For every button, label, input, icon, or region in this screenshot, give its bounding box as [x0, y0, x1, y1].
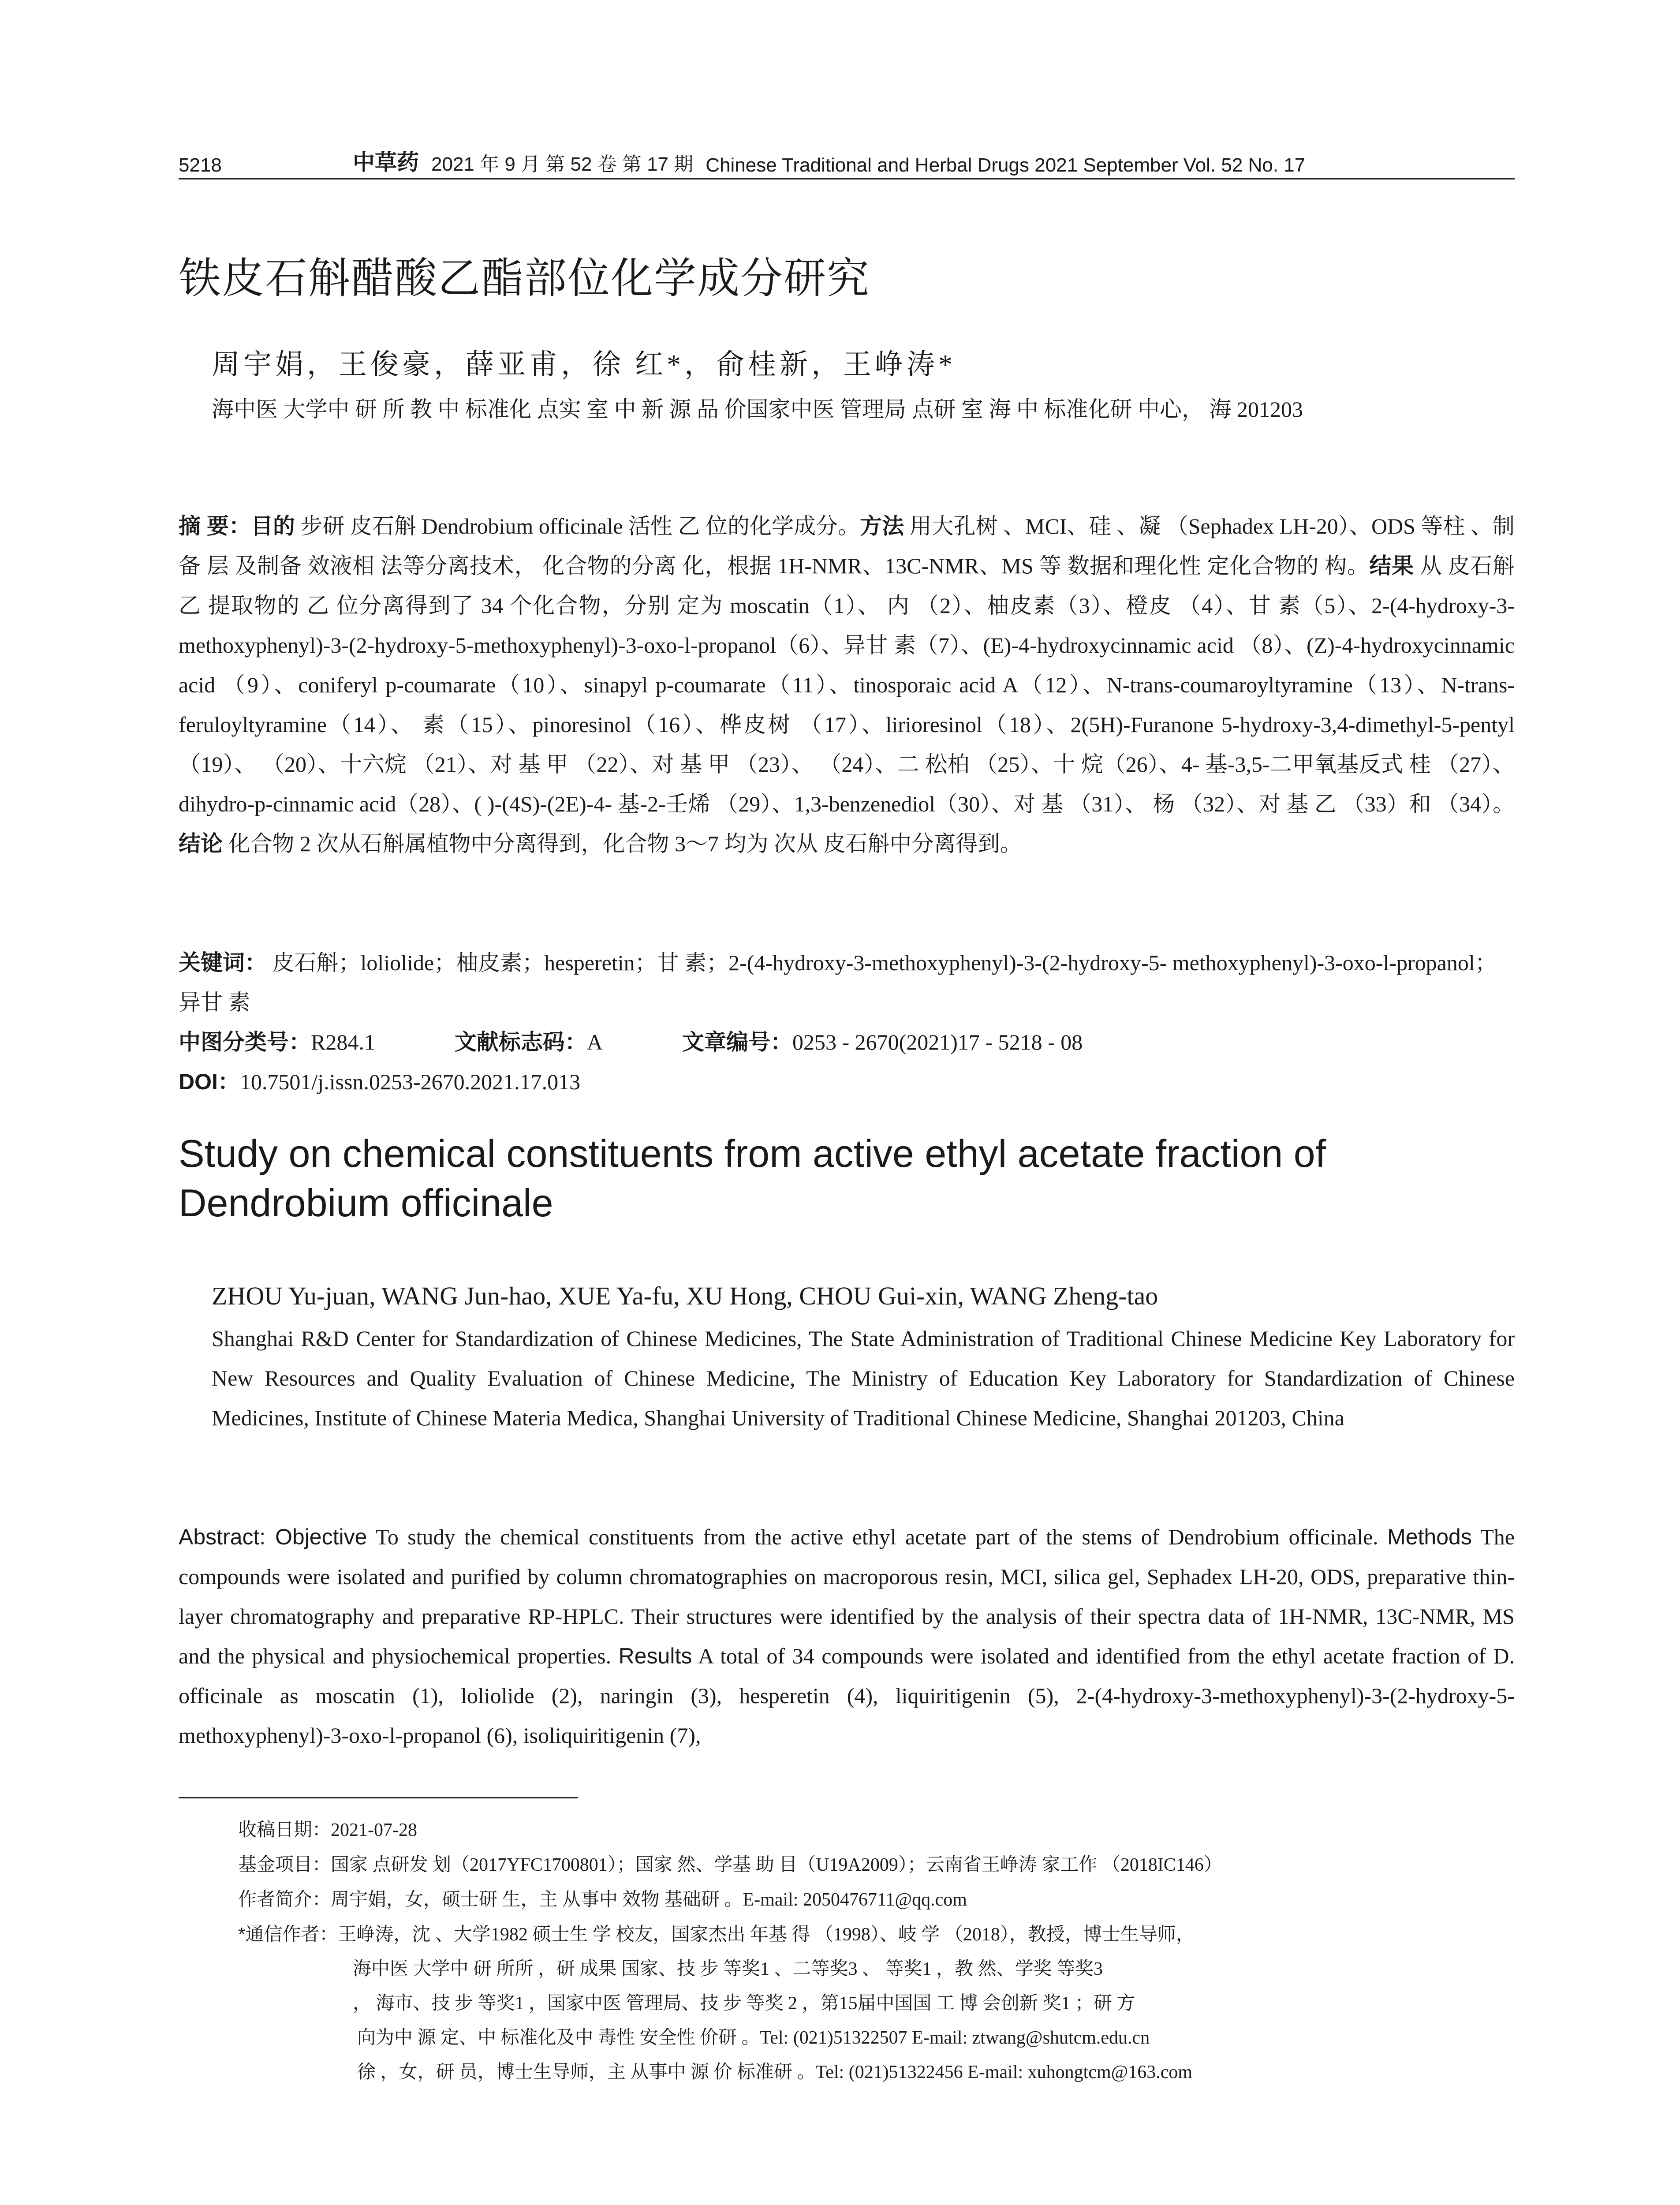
- article-no-value: 0253 - 2670(2021)17 - 5218 - 08: [792, 1030, 1083, 1054]
- methods-label-en: Methods: [1387, 1525, 1472, 1549]
- keywords-text: 皮石斛；loliolide；柚皮素；hesperetin；甘 素；2-(4-hydroxy-3-methoxyphenyl)-3-(2-hydroxy-5- methoxyphenyl)-3-oxo-l-propanol；异甘 素: [179, 950, 1497, 1015]
- journal-name-cn: 中草药: [353, 149, 419, 175]
- abstract-en-label: Abstract:: [179, 1525, 275, 1549]
- running-header: [179, 141, 1515, 176]
- issue-en: Chinese Traditional and Herbal Drugs 2021 September Vol. 52 No. 17: [706, 154, 1306, 176]
- objective-label-en: Objective: [275, 1525, 367, 1549]
- doi-label: DOI：: [179, 1069, 240, 1094]
- title-en: Study on chemical constituents from active ethyl acetate fraction of Dendrobium officinale: [179, 1132, 1326, 1225]
- doc-code-label: 文献标志码：: [454, 1030, 587, 1054]
- affiliation-en: Shanghai R&D Center for Standardization of Chinese Medicines, The State Administration of Traditional Chinese Medicine Key Laboratory for New Resources and Quality Evaluation of Chinese Medicine, The Ministry of Education Key Laboratory for Standardization of Chinese Medicines, Institute of Chinese Materia Medica, Shanghai University of Traditional Chinese Medicine, Shanghai 201203, China: [212, 1326, 1515, 1430]
- results-label-cn: 结果: [1369, 553, 1414, 578]
- title-cn: 铁皮石斛醋酸乙酯部位化学成分研究: [179, 255, 870, 302]
- received-date: 2021-07-28: [331, 1820, 417, 1840]
- methods-en: The compounds were isolated and purified by column chromatographies on macroporous resin, MCI, silica gel, Sephadex LH-20, ODS, preparative thin-layer chromatography and preparative RP-HPLC. Their structures were identified by the analysis of their spectra data of 1H-NMR, 13C-NMR, MS and the physical and physiochemical properties.: [179, 1525, 1515, 1668]
- affiliation-cn: 海中医 大学中 研 所 教 中 标准化 点实 室 中 新 源 品 价国家中医 管理局 点研 室 海 中 标准化研 中心， 海 201203: [212, 397, 1303, 422]
- abstract-en: [179, 1517, 1515, 1755]
- corr-line-5: 徐 ，女，研 员，博士生导师，主 从事中 源 价 标准研 。Tel: (021)51322456 E-mail: xuhongtcm@163.com: [357, 2062, 1193, 2082]
- keywords-label: 关键词：: [179, 950, 267, 975]
- doi-line: [179, 1062, 1515, 1102]
- methods-cn: 用大孔树 、MCI、硅 、凝 （Sephadex LH-20）、ODS 等柱 、制备 层 及制备 效液相 法等分离技术， 化合物的分离 化，根据 1H-NMR、13C-NMR、MS 等 数据和理化性 定化合物的 构。: [179, 514, 1515, 578]
- footnote-received: [238, 1813, 1515, 1847]
- results-en: A total of 34 compounds were isolated and identified from the ethyl acetate fraction of D. officinale as moscatin (1), loliolide (2), naringin (3), hesperetin (4), liquiritigenin (5), 2-(4-hydroxy-3-methoxyphenyl)-3-(2-hydroxy-5-methoxyphenyl)-3-oxo-l-propanol (6), isoliquiritigenin (7),: [179, 1644, 1515, 1748]
- author-label: 作者简介：: [238, 1889, 331, 1910]
- conclusion-cn: 化合物 2 次从石斛属植物中分离得到，化合物 3～7 均为 次从 皮石斛中分离得到。: [223, 831, 1022, 856]
- doi-value: 10.7501/j.issn.0253-2670.2021.17.013: [239, 1069, 581, 1094]
- footnote-rule: [179, 1797, 578, 1798]
- abstract-cn: [179, 506, 1515, 863]
- fund-label: 基金项目：: [238, 1854, 331, 1875]
- author-text: 周宇娟，女，硕士研 生，主 从事中 效物 基础研 。E-mail: 2050476711@qq.com: [331, 1890, 967, 1910]
- fund-text: 国家 点研发 划（2017YFC1700801）；国家 然、学基 助 目（U19A2009）；云南省王峥涛 家工作 （2018IC146）: [331, 1855, 1222, 1875]
- doc-code-value: A: [586, 1030, 603, 1054]
- methods-label-cn: 方法: [860, 514, 904, 538]
- footnotes: [238, 1813, 1515, 2089]
- footnote-corresponding: [238, 1917, 1515, 1952]
- conclusion-label-cn: 结论: [179, 831, 223, 856]
- issue-cn: 2021 年 9 月 第 52 卷 第 17 期: [431, 153, 694, 175]
- keywords-cn: [179, 943, 1515, 1022]
- received-label: 收稿日期：: [238, 1819, 331, 1840]
- corr-line-2: 海中医 大学中 研 所所 ，研 成果 国家、技 步 等奖1 、二等奖3 、 等奖1 ，教 然、学奖 等奖3: [353, 1959, 1103, 1979]
- authors-cn: 周宇娟，王俊豪，薛亚甫，徐 红*，俞桂新，王峥涛*: [212, 349, 956, 380]
- objective-cn: 步研 皮石斛 Dendrobium officinale 活性 乙 位的化学成分。: [295, 514, 860, 538]
- classification-line: [179, 1022, 1515, 1062]
- results-label-en: Results: [618, 1644, 692, 1668]
- objective-label-cn: 目的: [250, 514, 295, 538]
- corr-line-3: ， 海市、技 步 等奖1 ，国家中医 管理局、技 步 等奖 2 ，第15届中国国 工 博 会创新 奖1 ；研 方: [353, 1993, 1135, 2014]
- footnote-fund: [238, 1847, 1515, 1882]
- footnote-author: [238, 1882, 1515, 1917]
- header-rule: [179, 178, 1515, 179]
- authors-en: ZHOU Yu-juan, WANG Jun-hao, XUE Ya-fu, XU Hong, CHOU Gui-xin, WANG Zheng-tao: [212, 1282, 1158, 1310]
- corr-line-1: 王峥涛，沈 、大学1982 硕士生 学 校友，国家杰出 年基 得 （1998）、岐 学 （2018），教授，博士生导师，: [338, 1925, 1195, 1945]
- clc-label: 中图分类号：: [179, 1030, 311, 1054]
- corr-label: *通信作者：: [238, 1924, 338, 1944]
- page-number: 5218: [179, 154, 222, 176]
- results-cn: 从 皮石斛乙 提取物的 乙 位分离得到了 34 个化合物，分别 定为 moscatin（1）、 内 （2）、柚皮素（3）、橙皮 （4）、甘 素（5）、2-(4-hydroxy-3-methoxyphenyl)-3-(2-hydroxy-5-methoxyphenyl)-3-oxo-l-propanol（6）、异甘 素（7）、(E)-4-hydroxycinnamic acid （8）、(Z)-4-hydroxycinnamic acid （9）、coniferyl p-coumarate（10）、sinapyl p-coumarate（11）、tinosporaic acid A（12）、N-trans-coumaroyltyramine（13）、N-trans-feruloyltyramine（14）、 素（15）、pinoresinol（16）、桦皮树 （17）、lirioresinol（18）、2(5H)-Furanone 5-hydroxy-3,4-dimethyl-5-pentyl（19）、 （20）、十六烷 （21）、对 基 甲 （22）、对 基 甲 （23）、 （24）、二 松柏 （25）、十 烷（26）、4- 基-3,5-二甲氧基反式 桂 （27）、dihydro-p-cinnamic acid（28）、( )-(4S)-(2E)-4- 基-2-壬烯 （29）、1,3-benzenediol（30）、对 基 （31）、 杨 （32）、对 基 乙 （33）和 （34）。: [179, 553, 1515, 816]
- article-no-label: 文章编号：: [682, 1030, 792, 1054]
- objective-en: To study the chemical constituents from the active ethyl acetate part of the stems of Dendrobium officinale.: [367, 1525, 1378, 1549]
- clc-value: R284.1: [311, 1030, 375, 1054]
- abstract-cn-label: 摘 要：: [179, 514, 251, 538]
- corr-line-4: 向为中 源 定、中 标准化及中 毒性 安全性 价研 。Tel: (021)51322507 E-mail: ztwang@shutcm.edu.cn: [357, 2028, 1150, 2048]
